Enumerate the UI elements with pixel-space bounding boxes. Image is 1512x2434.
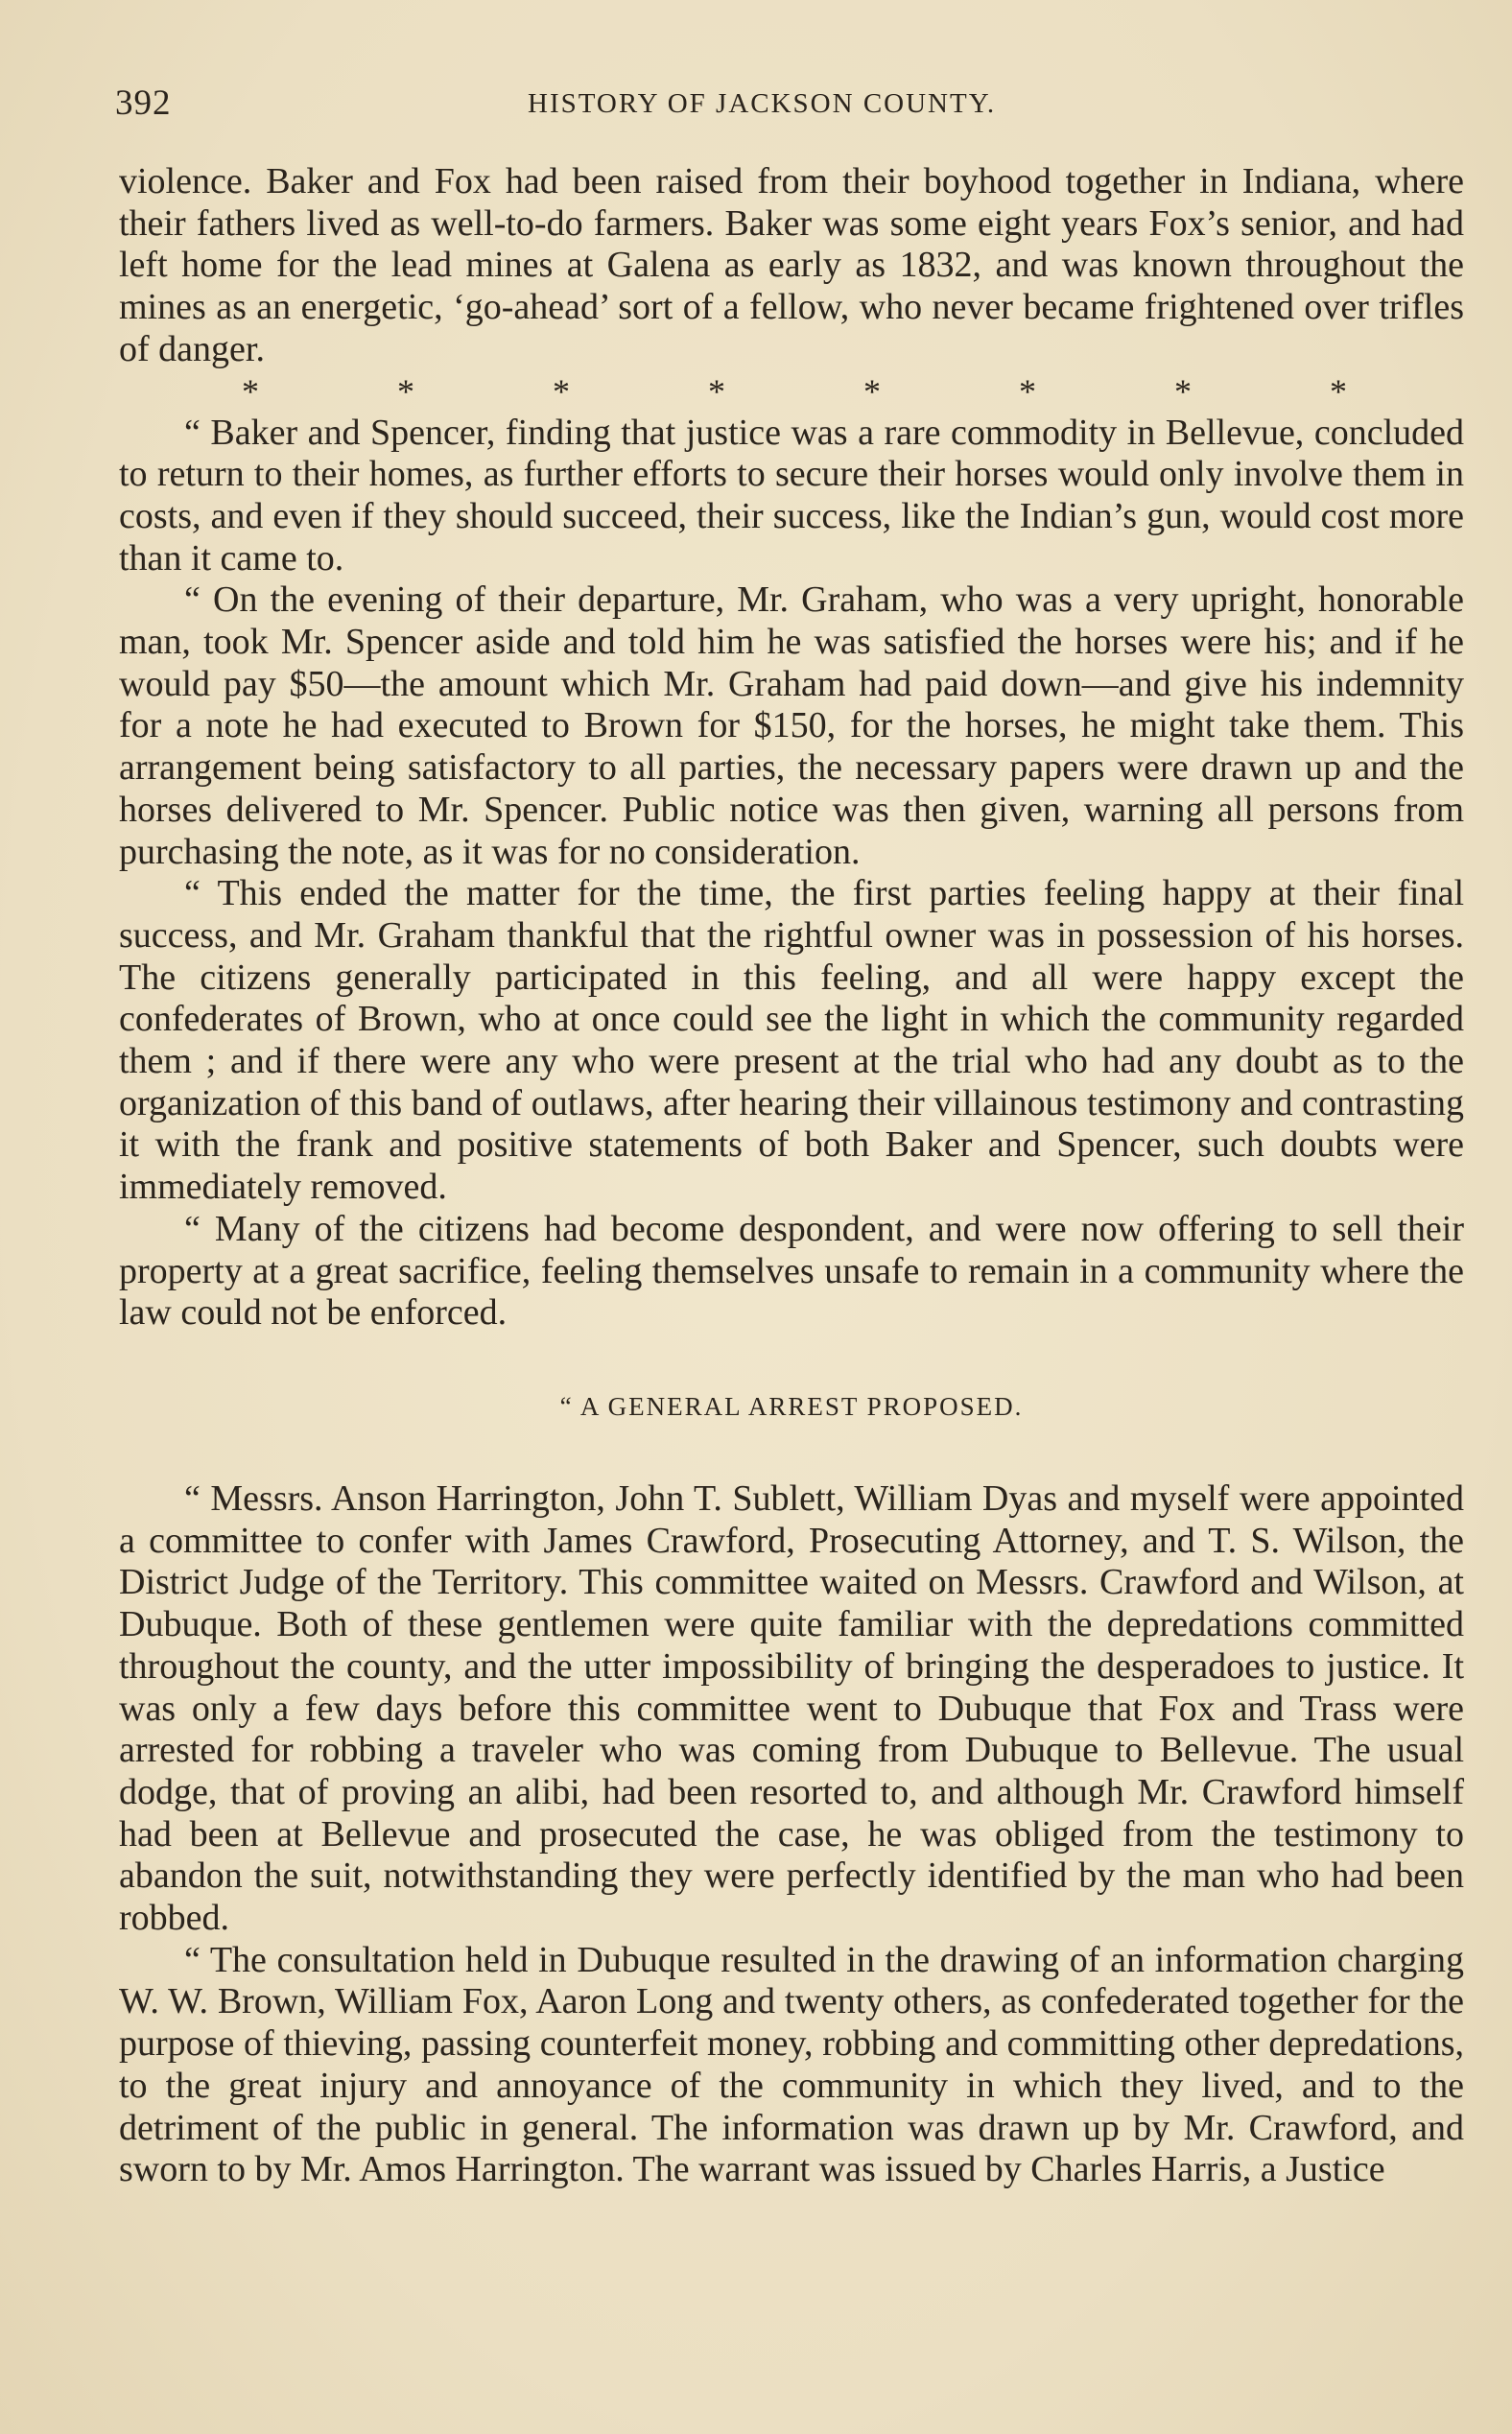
page-number: 392 bbox=[115, 83, 172, 123]
asterisk: * bbox=[708, 371, 725, 411]
paragraph: “ Baker and Spencer, finding that justice was a rare commodity in Bellevue, concluded to return to their homes, as further efforts to secure their horses would only involve them in costs, and even if they should succeed, their success, like the Indian’s gun, would cost more than it came to. bbox=[119, 412, 1464, 579]
asterisk: * bbox=[1174, 371, 1192, 411]
asterisk: * bbox=[397, 371, 414, 411]
running-head: HISTORY OF JACKSON COUNTY. bbox=[528, 88, 997, 119]
asterisk: * bbox=[553, 371, 570, 411]
asterisk: * bbox=[1019, 371, 1036, 411]
page-header bbox=[115, 83, 1477, 130]
page-body bbox=[119, 161, 1464, 2191]
paragraph: “ On the evening of their departure, Mr. Graham, who was a very upright, honorable man, took Mr. Spencer aside and told him he was satisfied the horses were his; and if he would pay $50—the amount which Mr. Graham had paid down—and give his indemnity for a note he had executed to Brown for $150, for the horses, he might take them. This arrangement being satisfactory to all parties, the necessary papers were drawn up and the horses delivered to Mr. Spencer. Public notice was then given, warning all persons from purchasing the note, as it was for no consideration. bbox=[119, 579, 1464, 872]
paragraph: “ Messrs. Anson Harrington, John T. Sublett, William Dyas and myself were appointed a committee to confer with James Crawford, Prosecuting Attorney, and T. S. Wilson, the District Judge of the Territory. This committee waited on Messrs. Crawford and Wilson, at Dubuque. Both of these gentlemen were quite familiar with the depredations committed throughout the county, and the utter impossibility of bringing the desperadoes to justice. It was only a few days before this committee went to Dubuque that Fox and Trass were arrested for robbing a traveler who was coming from Dubuque to Bellevue. The usual dodge, that of proving an alibi, had been resorted to, and although Mr. Crawford himself had been at Bellevue and prosecuted the case, he was obliged from the testimony to abandon the suit, notwithstanding they were perfectly identified by the man who had been robbed. bbox=[119, 1477, 1464, 1939]
asterisk: * bbox=[1330, 371, 1347, 411]
asterisk: * bbox=[242, 371, 259, 411]
paragraph: “ The consultation held in Dubuque resulted in the drawing of an information charging W. W. Brown, William Fox, Aaron Long and twenty others, as confederated together for the purpose of thieving, passing counterfeit money, robbing and committing other depredations, to the great injury and annoyance of the community in which they lived, and to the detriment of the public in general. The information was drawn up by Mr. Crawford, and sworn to by Mr. Amos Harrington. The warrant was issued by Charles Harris, a Justice bbox=[119, 1939, 1464, 2190]
section-heading: “ A GENERAL ARREST PROPOSED. bbox=[559, 1391, 1024, 1421]
paragraph: “ This ended the matter for the time, the first parties feeling happy at their final success, and Mr. Graham thankful that the rightful owner was in possession of his horses. The citizens generally participated in this feeling, and all were happy except the confederates of Brown, who at once could see the light in which the community regarded them ; and if there were any who were present at the trial who had any doubt as to the organization of this band of outlaws, after hearing their villainous testimony and contrasting it with the frank and positive statements of both Baker and Spencer, such doubts were immediately removed. bbox=[119, 873, 1464, 1208]
asterisk: * bbox=[863, 371, 881, 411]
asterisk-separator bbox=[119, 371, 1464, 413]
paragraph: violence. Baker and Fox had been raised from their boyhood together in Indiana, where their fathers lived as well-to-do farmers. Baker was some eight years Fox’s senior, and had left home for the lead mines at Galena as early as 1832, and was known throughout the mines as an energetic, ‘go-ahead’ sort of a fellow, who never became frightened over trifles of danger. bbox=[119, 161, 1464, 369]
paragraph: “ Many of the citizens had become despondent, and were now offering to sell their property at a great sacrifice, feeling themselves unsafe to remain in a community where the law could not be enforced. bbox=[119, 1208, 1464, 1334]
